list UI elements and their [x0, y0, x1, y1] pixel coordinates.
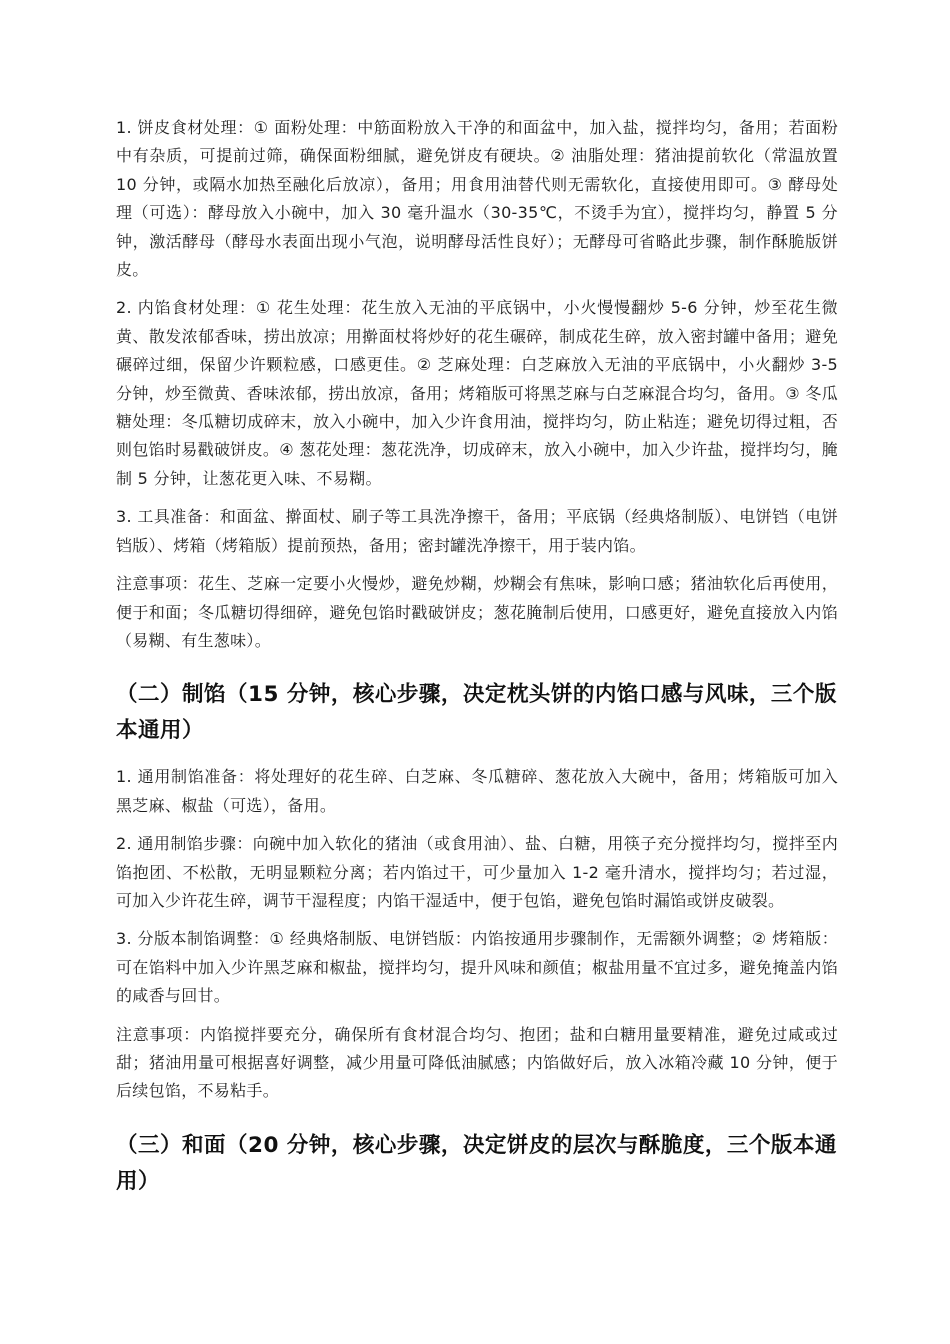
prep-crust-paragraph: 1. 饼皮食材处理：① 面粉处理：中筋面粉放入干净的和面盆中，加入盐，搅拌均匀，备用；若面粉中有杂质，可提前过筛，确保面粉细腻，避免饼皮有硬块。② 油脂处理：猪油提前软化（常温放置 10 分钟，或隔水加热至融化后放凉），备用；用食用油替代则无需软化，直接使用即可。③ 酵母处理（可选）：酵母放入小碗中，加入 30 毫升温水（30-35℃，不烫手为宜），搅拌均匀，静置 5 分钟，激活酵母（酵母水表面出现小气泡，说明酵母活性良好）；无酵母可省略此步骤，制作酥脆版饼皮。: [116, 118, 838, 280]
filling-prep-paragraph: 1. 通用制馅准备：将处理好的花生碎、白芝麻、冬瓜糖碎、葱花放入大碗中，备用；烤箱版可加入黑芝麻、椒盐（可选），备用。: [116, 767, 838, 815]
prep-notes-paragraph: 注意事项：花生、芝麻一定要小火慢炒，避免炒糊，炒糊会有焦味，影响口感；猪油软化后再使用，便于和面；冬瓜糖切得细碎，避免包馅时戳破饼皮；葱花腌制后使用，口感更好，避免直接放入内馅（易糊、有生葱味）。: [116, 574, 838, 650]
section-dough-heading: （三）和面（20 分钟，核心步骤，决定饼皮的层次与酥脆度，三个版本通用）: [116, 1132, 837, 1194]
prep-filling-paragraph: 2. 内馅食材处理：① 花生处理：花生放入无油的平底锅中，小火慢慢翻炒 5-6 分钟，炒至花生微黄、散发浓郁香味，捞出放凉；用擀面杖将炒好的花生碾碎，制成花生碎，放入密封罐中备用；避免碾碎过细，保留少许颗粒感，口感更佳。② 芝麻处理：白芝麻放入无油的平底锅中，小火翻炒 3-5 分钟，炒至微黄、香味浓郁，捞出放凉，备用；烤箱版可将黑芝麻与白芝麻混合均匀，备用。③ 冬瓜糖处理：冬瓜糖切成碎末，放入小碗中，加入少许食用油，搅拌均匀，防止粘连；避免切得过粗，否则包馅时易戳破饼皮。④ 葱花处理：葱花洗净，切成碎末，放入小碗中，加入少许盐，搅拌均匀，腌制 5 分钟，让葱花更入味、不易糊。: [116, 298, 838, 488]
filling-notes-paragraph: 注意事项：内馅搅拌要充分，确保所有食材混合均匀、抱团；盐和白糖用量要精准，避免过咸或过甜；猪油用量可根据喜好调整，减少用量可降低油腻感；内馅做好后，放入冰箱冷藏 10 分钟，便于后续包馅，不易粘手。: [116, 1024, 838, 1101]
prep-tools-paragraph: 3. 工具准备：和面盆、擀面杖、刷子等工具洗净擦干，备用；平底锅（经典烙制版）、电饼铛（电饼铛版）、烤箱（烤箱版）提前预热，备用；密封罐洗净擦干，用于装内馅。: [116, 507, 838, 555]
filling-steps-paragraph: 2. 通用制馅步骤：向碗中加入软化的猪油（或食用油）、盐、白糖，用筷子充分搅拌均匀，搅拌至内馅抱团、不松散，无明显颗粒分离；若内馅过干，可少量加入 1-2 毫升清水，搅拌均匀；若过湿，可加入少许花生碎，调节干湿程度；内馅干湿适中，便于包馅，避免包馅时漏馅或饼皮破裂。: [116, 834, 838, 910]
document-body: [116, 114, 838, 1214]
filling-versions-paragraph: 3. 分版本制馅调整：① 经典烙制版、电饼铛版：内馅按通用步骤制作，无需额外调整；② 烤箱版：可在馅料中加入少许黑芝麻和椒盐，搅拌均匀，提升风味和颜值；椒盐用量不宜过多，避免掩盖内馅的咸香与回甘。: [116, 929, 838, 1006]
section-filling-heading: （二）制馅（15 分钟，核心步骤，决定枕头饼的内馅口感与风味，三个版本通用）: [116, 682, 837, 744]
